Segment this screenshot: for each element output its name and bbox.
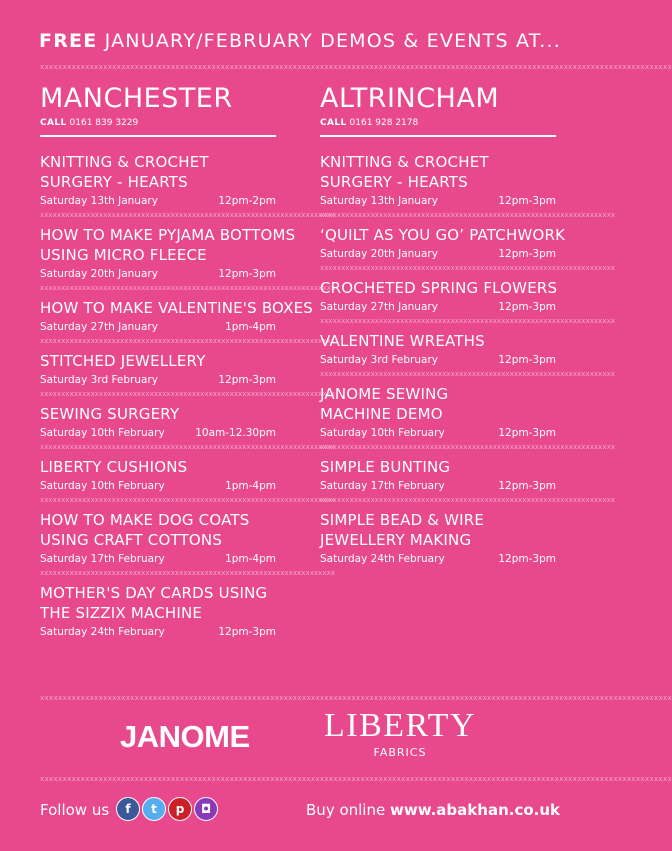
event-item: [320, 331, 556, 366]
event-separator: xxxxxxxxxxxxxxxxxxxxxxxxxxxxxxxxxxxxxxxxxxxxxxxxxxxxxxxxxxxxxxxxxxxxxx: [320, 496, 616, 504]
event-separator: xxxxxxxxxxxxxxxxxxxxxxxxxxxxxxxxxxxxxxxxxxxxxxxxxxxxxxxxxxxxxxxxxxxxxx: [40, 211, 336, 219]
event-title-line: SURGERY - HEARTS: [40, 173, 188, 191]
event-time: 12pm-3pm: [498, 248, 556, 260]
event-meta: [320, 195, 556, 207]
event-meta: [40, 553, 276, 565]
event-title: [320, 457, 556, 477]
event-item: [40, 583, 276, 638]
event-item: [40, 298, 313, 333]
event-separator: xxxxxxxxxxxxxxxxxxxxxxxxxxxxxxxxxxxxxxxxxxxxxxxxxxxxxxxxxxxxxxxxxxxxxx: [40, 337, 336, 345]
event-meta: [40, 374, 276, 386]
page-headline: [0, 30, 600, 52]
pinterest-icon[interactable]: p: [168, 797, 192, 821]
event-separator: xxxxxxxxxxxxxxxxxxxxxxxxxxxxxxxxxxxxxxxxxxxxxxxxxxxxxxxxxxxxxxxxxxxxxx: [320, 443, 616, 451]
event-title-line: CROCHETED SPRING FLOWERS: [320, 279, 558, 297]
event-item: [320, 225, 566, 260]
footer: [40, 797, 560, 825]
event-item: [320, 384, 556, 439]
city-name: MANCHESTER: [40, 83, 233, 114]
event-separator: xxxxxxxxxxxxxxxxxxxxxxxxxxxxxxxxxxxxxxxxxxxxxxxxxxxxxxxxxxxxxxxxxxxxxx: [40, 496, 336, 504]
event-time: 1pm-4pm: [225, 480, 276, 492]
event-title-line: STITCHED JEWELLERY: [40, 352, 206, 370]
event-title: [40, 351, 276, 371]
event-title-line: SIMPLE BEAD & WIRE: [320, 511, 485, 529]
event-meta: [320, 427, 556, 439]
phone-line: [40, 118, 276, 128]
logo-bottom-separator: xxxxxxxxxxxxxxxxxxxxxxxxxxxxxxxxxxxxxxxxxxxxxxxxxxxxxxxxxxxxxxxxxxxxxxxxxxxxxxxxxxxxxxxxxxxxxxxxxxxxxxxxxxxxxxxxxxxxxxxxxxxxxxxxxxxxxxxxxxxx: [40, 775, 672, 783]
event-title-line: VALENTINE WREATHS: [320, 332, 485, 350]
event-item: [40, 351, 276, 386]
event-separator: xxxxxxxxxxxxxxxxxxxxxxxxxxxxxxxxxxxxxxxxxxxxxxxxxxxxxxxxxxxxxxxxxxxxxx: [40, 569, 336, 577]
phone-number: 0161 839 3229: [69, 118, 139, 128]
event-title-line: HOW TO MAKE VALENTINE'S BOXES: [40, 299, 313, 317]
event-meta: [320, 480, 556, 492]
call-label: CALL: [40, 118, 67, 128]
phone-number: 0161 928 2178: [349, 118, 419, 128]
event-date: Saturday 24th February: [320, 553, 445, 565]
event-meta: [40, 321, 276, 333]
event-time: 12pm-3pm: [498, 195, 556, 207]
event-title: [40, 404, 276, 424]
event-title-line: THE SIZZIX MACHINE: [40, 604, 203, 622]
event-date: Saturday 13th January: [320, 195, 438, 207]
instagram-icon[interactable]: ◘: [194, 797, 218, 821]
phone-line: [320, 118, 556, 128]
event-date: Saturday 17th February: [320, 480, 445, 492]
event-date: Saturday 20th January: [320, 248, 438, 260]
event-time: 12pm-3pm: [218, 626, 276, 638]
event-item: [40, 457, 276, 492]
liberty-logo-subtitle: FABRICS: [373, 746, 427, 759]
event-title-line: KNITTING & CROCHET: [40, 153, 209, 171]
facebook-icon[interactable]: f: [116, 797, 140, 821]
event-date: Saturday 10th February: [40, 480, 165, 492]
event-meta: [320, 354, 556, 366]
liberty-logo: [320, 708, 480, 759]
event-title: [40, 583, 276, 623]
event-date: Saturday 17th February: [40, 553, 165, 565]
event-title: [40, 152, 276, 192]
logo-top-separator: xxxxxxxxxxxxxxxxxxxxxxxxxxxxxxxxxxxxxxxxxxxxxxxxxxxxxxxxxxxxxxxxxxxxxxxxxxxxxxxxxxxxxxxxxxxxxxxxxxxxxxxxxxxxxxxxxxxxxxxxxxxxxxxxxxxxxxxxxxxx: [40, 694, 672, 702]
event-time: 12pm-3pm: [498, 553, 556, 565]
event-date: Saturday 27th January: [320, 301, 438, 313]
event-separator: xxxxxxxxxxxxxxxxxxxxxxxxxxxxxxxxxxxxxxxxxxxxxxxxxxxxxxxxxxxxxxxxxxxxxx: [40, 443, 336, 451]
event-date: Saturday 3rd February: [320, 354, 438, 366]
event-title-line: JANOME SEWING: [320, 385, 449, 403]
city-name: ALTRINCHAM: [320, 83, 500, 114]
city-rule: [40, 135, 276, 137]
event-date: Saturday 24th February: [40, 626, 165, 638]
event-date: Saturday 3rd February: [40, 374, 158, 386]
event-meta: [40, 268, 276, 280]
event-date: Saturday 27th January: [40, 321, 158, 333]
event-title-line: SURGERY - HEARTS: [320, 173, 468, 191]
event-time: 1pm-4pm: [225, 553, 276, 565]
event-date: Saturday 10th February: [40, 427, 165, 439]
event-title: [320, 278, 556, 298]
event-item: [320, 510, 556, 565]
event-time: 1pm-4pm: [225, 321, 276, 333]
event-meta: [40, 427, 276, 439]
event-meta: [40, 195, 276, 207]
event-title-line: MOTHER'S DAY CARDS USING: [40, 584, 268, 602]
event-separator: xxxxxxxxxxxxxxxxxxxxxxxxxxxxxxxxxxxxxxxxxxxxxxxxxxxxxxxxxxxxxxxxxxxxxx: [320, 211, 616, 219]
event-title-line: ‘QUILT AS YOU GO’ PATCHWORK: [320, 226, 566, 244]
event-time: 12pm-3pm: [498, 301, 556, 313]
top-x-separator: xxxxxxxxxxxxxxxxxxxxxxxxxxxxxxxxxxxxxxxxxxxxxxxxxxxxxxxxxxxxxxxxxxxxxxxxxxxxxxxxxxxxxxxxxxxxxxxxxxxxxxxxxxxxxxxxxxxxxxxxxxxxxxxxxxxxxxxxxxxx: [40, 63, 672, 71]
event-title: [320, 225, 566, 245]
event-date: Saturday 20th January: [40, 268, 158, 280]
event-meta: [40, 626, 276, 638]
janome-logo: JANOME: [120, 719, 250, 754]
event-title-line: LIBERTY CUSHIONS: [40, 458, 188, 476]
event-title: [40, 457, 276, 477]
call-label: CALL: [320, 118, 347, 128]
manchester-column: [40, 83, 336, 638]
event-separator: xxxxxxxxxxxxxxxxxxxxxxxxxxxxxxxxxxxxxxxxxxxxxxxxxxxxxxxxxxxxxxxxxxxxxx: [40, 390, 336, 398]
event-date: Saturday 10th February: [320, 427, 445, 439]
headline-rest: JANUARY/FEBRUARY DEMOS & EVENTS AT...: [104, 30, 561, 52]
event-time: 12pm-3pm: [218, 268, 276, 280]
event-title-line: HOW TO MAKE PYJAMA BOTTOMS: [40, 226, 296, 244]
event-title-line: SIMPLE BUNTING: [320, 458, 451, 476]
event-meta: [320, 248, 556, 260]
event-separator: xxxxxxxxxxxxxxxxxxxxxxxxxxxxxxxxxxxxxxxxxxxxxxxxxxxxxxxxxxxxxxxxxxxxxx: [40, 284, 336, 292]
liberty-logo-name: LIBERTY: [324, 707, 476, 744]
event-title-line: USING CRAFT COTTONS: [40, 531, 223, 549]
social-icons: [116, 797, 218, 821]
buy-online-label: Buy online: [306, 801, 386, 819]
event-meta: [40, 480, 276, 492]
event-title-line: HOW TO MAKE DOG COATS: [40, 511, 250, 529]
event-time: 12pm-3pm: [218, 374, 276, 386]
event-item: [320, 457, 556, 492]
event-title: [320, 384, 556, 424]
event-title: [40, 298, 313, 318]
altrincham-column: [320, 83, 616, 565]
city-rule: [320, 135, 556, 137]
event-time: 10am-12.30pm: [195, 427, 276, 439]
follow-us-label: Follow us: [40, 801, 110, 819]
event-time: 12pm-2pm: [218, 195, 276, 207]
event-item: [320, 278, 556, 313]
buy-online: [306, 801, 560, 819]
event-title: [40, 225, 296, 265]
event-title-line: SEWING SURGERY: [40, 405, 180, 423]
event-time: 12pm-3pm: [498, 480, 556, 492]
event-title-line: USING MICRO FLEECE: [40, 246, 207, 264]
headline-bold: FREE: [39, 30, 98, 52]
event-title: [320, 331, 556, 351]
event-title: [320, 152, 556, 192]
event-date: Saturday 13th January: [40, 195, 158, 207]
website-link[interactable]: www.abakhan.co.uk: [390, 801, 560, 819]
event-separator: xxxxxxxxxxxxxxxxxxxxxxxxxxxxxxxxxxxxxxxxxxxxxxxxxxxxxxxxxxxxxxxxxxxxxx: [320, 264, 616, 272]
event-separator: xxxxxxxxxxxxxxxxxxxxxxxxxxxxxxxxxxxxxxxxxxxxxxxxxxxxxxxxxxxxxxxxxxxxxx: [320, 370, 616, 378]
event-separator: xxxxxxxxxxxxxxxxxxxxxxxxxxxxxxxxxxxxxxxxxxxxxxxxxxxxxxxxxxxxxxxxxxxxxx: [320, 317, 616, 325]
event-item: [320, 152, 556, 207]
event-time: 12pm-3pm: [498, 427, 556, 439]
event-item: [40, 152, 276, 207]
event-title-line: MACHINE DEMO: [320, 405, 443, 423]
event-title-line: KNITTING & CROCHET: [320, 153, 489, 171]
event-item: [40, 225, 296, 280]
event-meta: [320, 301, 556, 313]
twitter-icon[interactable]: t: [142, 797, 166, 821]
event-item: [40, 510, 276, 565]
event-time: 12pm-3pm: [498, 354, 556, 366]
event-title: [320, 510, 556, 550]
event-item: [40, 404, 276, 439]
event-title-line: JEWELLERY MAKING: [320, 531, 472, 549]
event-meta: [320, 553, 556, 565]
event-title: [40, 510, 276, 550]
